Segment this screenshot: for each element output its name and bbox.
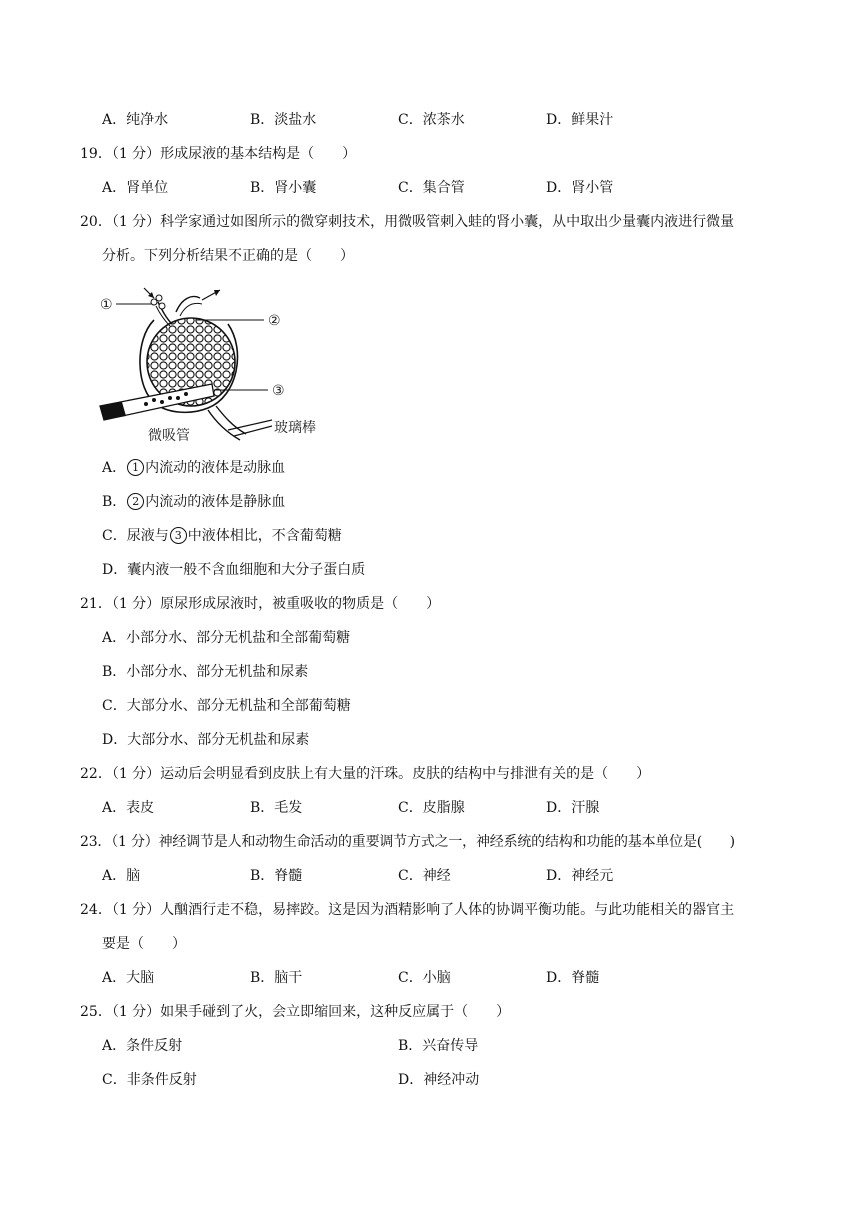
q24-option-c[interactable]: C．小脑	[398, 970, 451, 986]
q21-option-c[interactable]: C．大部分水、部分无机盐和全部葡萄糖	[102, 698, 351, 714]
q18-option-a[interactable]: A．纯净水	[102, 112, 169, 128]
micropuncture-figure	[96, 280, 336, 450]
label-glass-rod: 玻璃棒	[274, 420, 316, 436]
q20-stem-line1: 20．（1 分）科学家通过如图所示的微穿刺技术，用微吸管刺入蛙的肾小囊，从中取出少量囊内液进行微量	[80, 214, 735, 230]
q22-option-a[interactable]: A．表皮	[102, 800, 155, 816]
q20-option-a[interactable]: A． 1 内流动的液体是动脉血	[102, 460, 286, 476]
q25-stem: 25．（1 分）如果手碰到了火，会立即缩回来，这种反应属于（ ）	[80, 1004, 511, 1020]
q25-option-c[interactable]: C．非条件反射	[102, 1072, 197, 1088]
q19-stem: 19．（1 分）形成尿液的基本结构是（ ）	[80, 146, 357, 162]
q18-option-b[interactable]: B．淡盐水	[250, 112, 317, 128]
q24-stem-line1: 24．（1 分）人酗酒行走不稳，易摔跤。这是因为酒精影响了人体的协调平衡功能。与此功能相关的器官主	[80, 902, 735, 918]
q25-options-row1	[102, 1036, 694, 1056]
label-micropipette: 微吸管	[148, 428, 190, 444]
q24-option-b[interactable]: B．脑干	[250, 970, 303, 986]
q22-option-c[interactable]: C．皮脂腺	[398, 800, 465, 816]
q19-options	[102, 178, 694, 198]
q21-stem: 21．（1 分）原尿形成尿液时，被重吸收的物质是（ ）	[80, 596, 441, 612]
q19-option-d[interactable]: D．肾小管	[546, 180, 614, 196]
q22-option-d[interactable]: D．汗腺	[546, 800, 600, 816]
q19-option-b[interactable]: B．肾小囊	[250, 180, 317, 196]
q20-option-c[interactable]: C．尿液与 3 中液体相比，不含葡萄糖	[102, 528, 342, 544]
q25-options-row2	[102, 1070, 694, 1090]
q24-option-a[interactable]: A．大脑	[102, 970, 155, 986]
q24-option-d[interactable]: D．脊髓	[546, 970, 600, 986]
q18-option-c[interactable]: C．浓茶水	[398, 112, 465, 128]
q18-options	[102, 110, 694, 130]
figure-marker-3: ③	[272, 383, 285, 399]
q21-option-a[interactable]: A．小部分水、部分无机盐和全部葡萄糖	[102, 630, 351, 646]
q22-stem: 22．（1 分）运动后会明显看到皮肤上有大量的汗珠。皮肤的结构中与排泄有关的是（ ）	[80, 766, 651, 782]
q21-option-b[interactable]: B．小部分水、部分无机盐和尿素	[102, 664, 309, 680]
q21-option-d[interactable]: D．大部分水、部分无机盐和尿素	[102, 732, 310, 748]
q23-option-a[interactable]: A．脑	[102, 868, 141, 884]
q25-option-d[interactable]: D．神经冲动	[398, 1072, 480, 1088]
figure-marker-2: ②	[268, 313, 281, 329]
q18-option-d[interactable]: D．鲜果汁	[546, 112, 614, 128]
q24-stem-line2: 要是（ ）	[102, 936, 186, 952]
q23-stem: 23．（1 分）神经调节是人和动物生命活动的重要调节方式之一，神经系统的结构和功能的基本单位是( )	[80, 834, 735, 850]
circled-marker: 1	[127, 459, 144, 476]
q23-option-d[interactable]: D．神经元	[546, 868, 614, 884]
circled-marker: 2	[127, 493, 144, 510]
q22-option-b[interactable]: B．毛发	[250, 800, 303, 816]
q19-option-a[interactable]: A．肾单位	[102, 180, 169, 196]
q23-option-b[interactable]: B．脊髓	[250, 868, 303, 884]
q22-options	[102, 798, 694, 818]
q23-option-c[interactable]: C．神经	[398, 868, 451, 884]
figure-marker-1: ①	[100, 297, 113, 313]
q25-option-a[interactable]: A．条件反射	[102, 1038, 183, 1054]
q20-stem-line2: 分析。下列分析结果不正确的是（ ）	[102, 248, 354, 264]
q20-option-d[interactable]: D．囊内液一般不含血细胞和大分子蛋白质	[102, 562, 366, 578]
q20-option-b[interactable]: B． 2 内流动的液体是静脉血	[102, 494, 286, 510]
q24-options	[102, 968, 694, 988]
q25-option-b[interactable]: B．兴奋传导	[398, 1038, 479, 1054]
q19-option-c[interactable]: C．集合管	[398, 180, 465, 196]
circled-marker: 3	[170, 527, 187, 544]
q23-options	[102, 866, 694, 886]
